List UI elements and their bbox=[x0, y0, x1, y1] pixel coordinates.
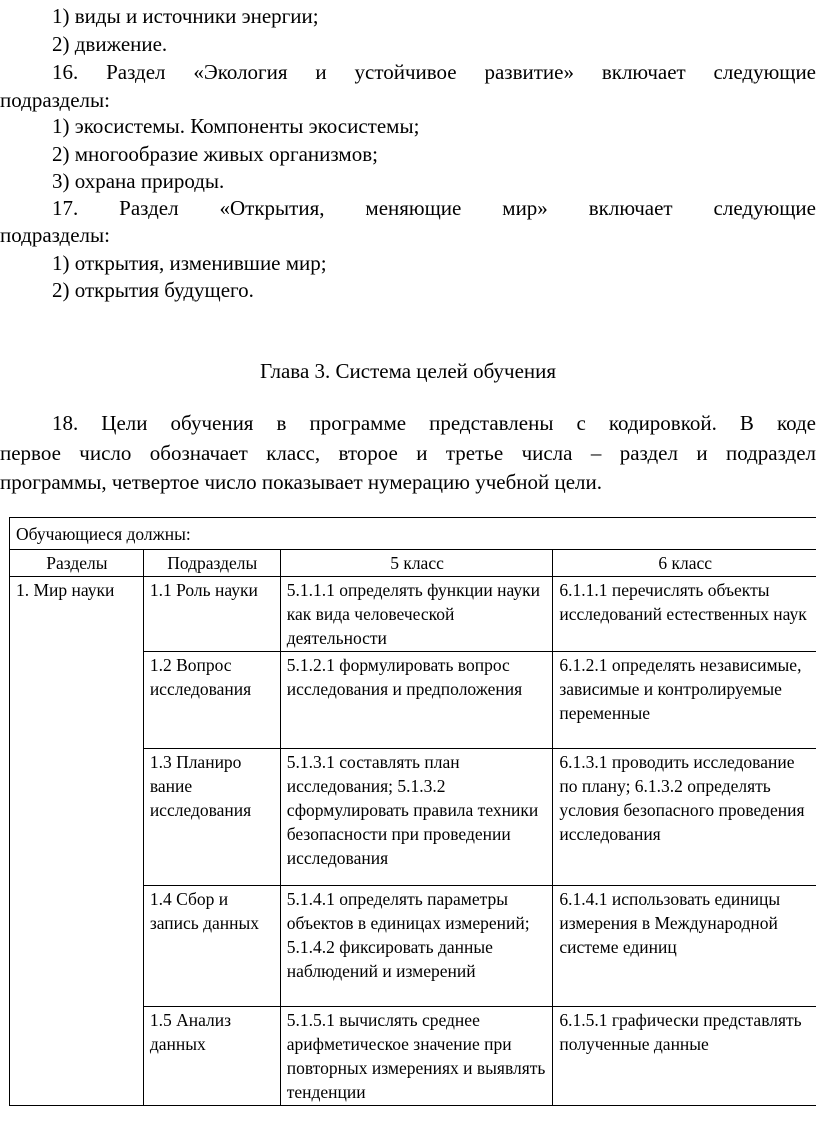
paragraph-17: 17. Раздел «Открытия, меняющие мир» включает следующие bbox=[52, 196, 816, 220]
paragraph-18-line2: первое число обозначает класс, второе и третье числа – раздел и подраздел bbox=[0, 441, 816, 465]
grade5-cell: 5.1.1.1 определять функции науки как вида человеческой деятельности bbox=[280, 577, 553, 652]
paragraph-16-cont: подразделы: bbox=[0, 88, 110, 112]
list-item: 2) движение. bbox=[52, 32, 168, 56]
grade5-cell: 5.1.3.1 составлять план исследования; 5.1.3.2 сформулировать правила техники безопасности при проведении исследования bbox=[280, 749, 553, 886]
paragraph-18-line3: программы, четвертое число показывает нумерацию учебной цели. bbox=[0, 470, 603, 494]
column-header: Подразделы bbox=[143, 550, 280, 577]
table-caption-row bbox=[10, 518, 816, 550]
grade5-cell: 5.1.4.1 определять параметры объектов в единицах измерений; 5.1.4.2 фиксировать данные наблюдений и измерений bbox=[280, 886, 553, 1007]
grade6-cell: 6.1.3.1 проводить исследование по плану; 6.1.3.2 определять условия безопасного проведения исследования bbox=[553, 749, 816, 886]
grade6-cell: 6.1.1.1 перечислять объекты исследований естественных наук bbox=[553, 577, 816, 652]
list-item: 1) виды и источники энергии; bbox=[52, 4, 319, 28]
column-header: 5 класс bbox=[280, 550, 553, 577]
grade5-cell: 5.1.2.1 формулировать вопрос исследования и предположения bbox=[280, 652, 553, 749]
learning-goals-table bbox=[9, 517, 816, 1106]
table-caption: Обучающиеся должны: bbox=[10, 518, 816, 550]
column-header: 6 класс bbox=[553, 550, 816, 577]
grade5-cell: 5.1.5.1 вычислять среднее арифметическое значение при повторных измерениях и выявлять тенденции bbox=[280, 1007, 553, 1106]
list-item: 1) открытия, изменившие мир; bbox=[52, 251, 327, 275]
grade6-cell: 6.1.5.1 графически представлять полученные данные bbox=[553, 1007, 816, 1106]
table-row bbox=[10, 577, 816, 652]
subsection-cell: 1.1 Роль науки bbox=[143, 577, 280, 652]
list-item: 2) открытия будущего. bbox=[52, 278, 254, 302]
subsection-cell: 1.4 Сбор и запись данных bbox=[143, 886, 280, 1007]
grade6-cell: 6.1.4.1 использовать единицы измерения в Международной системе единиц bbox=[553, 886, 816, 1007]
subsection-cell: 1.3 Планиро вание исследования bbox=[143, 749, 280, 886]
list-item: 2) многообразие живых организмов; bbox=[52, 142, 378, 166]
table-header-row bbox=[10, 550, 816, 577]
paragraph-18: 18. Цели обучения в программе представлены с кодировкой. В коде bbox=[52, 411, 816, 435]
grade6-cell: 6.1.2.1 определять независимые, зависимые и контролируемые переменные bbox=[553, 652, 816, 749]
subsection-cell: 1.5 Анализ данных bbox=[143, 1007, 280, 1106]
subsection-cell: 1.2 Вопрос исследования bbox=[143, 652, 280, 749]
list-item: 3) охрана природы. bbox=[52, 169, 225, 193]
list-item: 1) экосистемы. Компоненты экосистемы; bbox=[52, 114, 420, 138]
paragraph-16: 16. Раздел «Экология и устойчивое развитие» включает следующие bbox=[52, 60, 816, 84]
chapter-title: Глава 3. Система целей обучения bbox=[259, 359, 557, 383]
paragraph-17-cont: подразделы: bbox=[0, 223, 110, 247]
section-cell: 1. Мир науки bbox=[10, 577, 144, 1106]
column-header: Разделы bbox=[10, 550, 144, 577]
